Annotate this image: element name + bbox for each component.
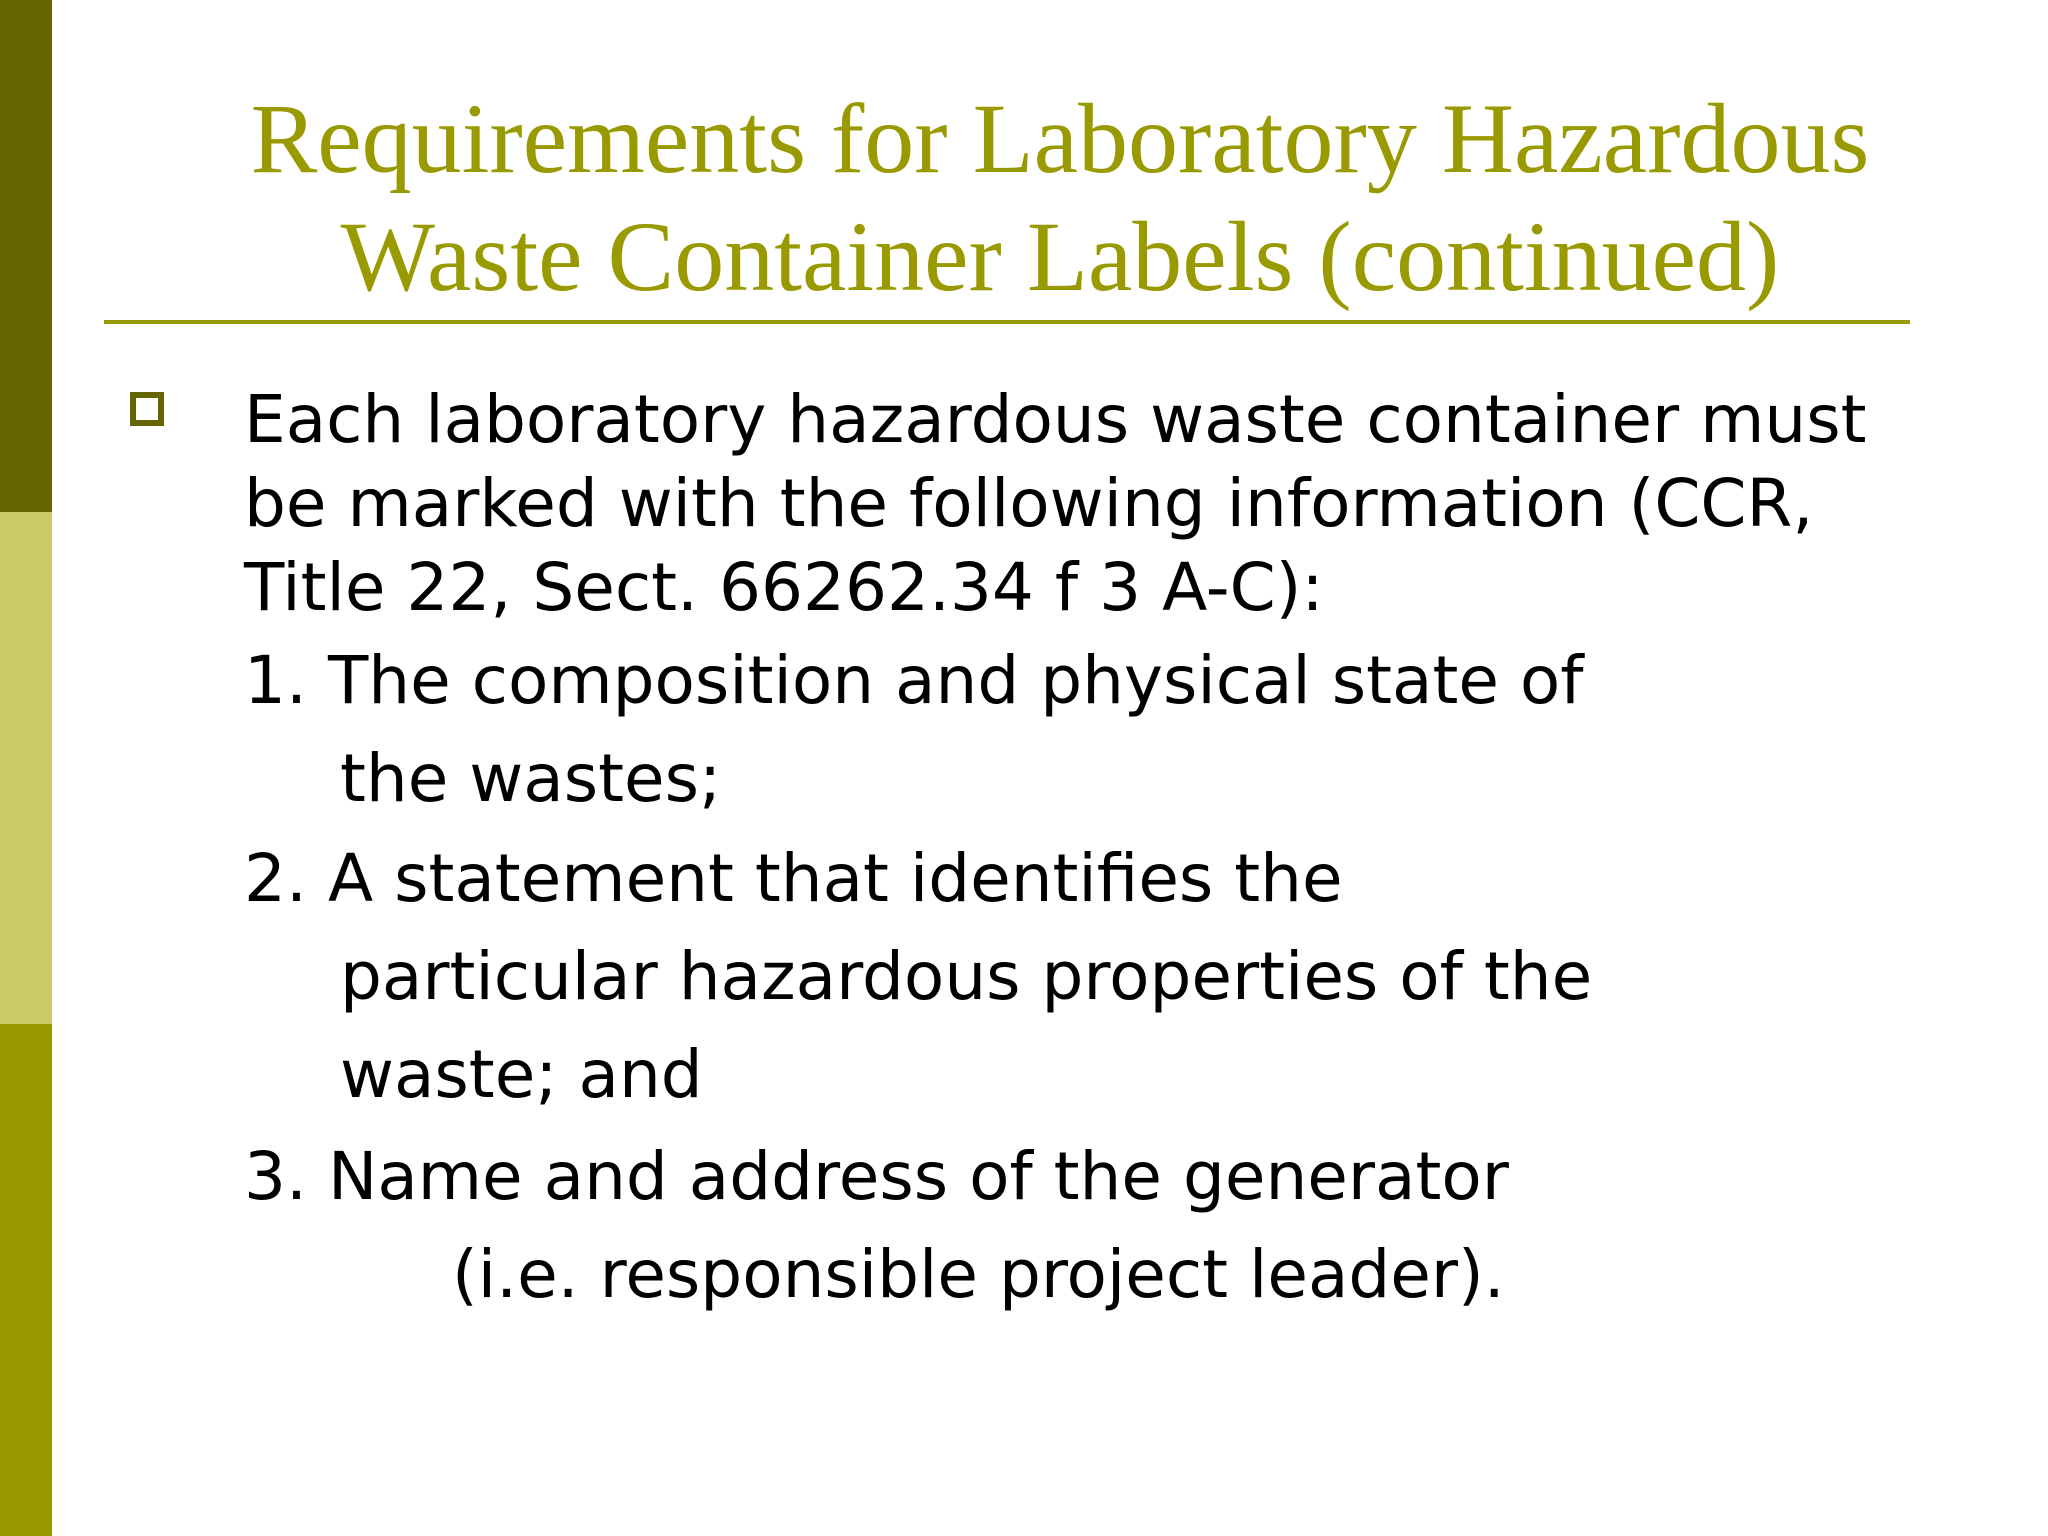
bullet-paragraph xyxy=(244,378,1964,630)
list-item-1-line-1: 1. The composition and physical state of xyxy=(244,642,1584,719)
slide-title xyxy=(110,80,2010,316)
bullet-line-1: Each laboratory hazardous waste container must xyxy=(244,381,1867,458)
bullet-line-2: be marked with the following information (CCR, xyxy=(244,465,1814,542)
list-item-1 xyxy=(244,632,1584,828)
title-divider xyxy=(104,320,1910,324)
list-item-3-line-2: (i.e. responsible project leader). xyxy=(452,1236,1505,1313)
bullet-line-3: Title 22, Sect. 66262.34 f 3 A-C): xyxy=(244,549,1324,626)
list-item-2-line-2: particular hazardous properties of the xyxy=(340,938,1593,1015)
slide-title-line-1: Requirements for Laboratory Hazardous xyxy=(250,83,1870,194)
side-bar-bottom xyxy=(0,1024,52,1536)
hollow-square-bullet-icon xyxy=(130,392,164,426)
list-item-1-line-2: the wastes; xyxy=(340,740,722,817)
slide-title-line-2: Waste Container Labels (continued) xyxy=(340,201,1780,312)
list-item-3-line-1: 3. Name and address of the generator xyxy=(244,1138,1509,1215)
side-bar-top xyxy=(0,0,52,512)
list-item-2-line-1: 2. A statement that identifies the xyxy=(244,840,1343,917)
list-item-2-line-3: waste; and xyxy=(340,1036,703,1113)
side-bar-middle xyxy=(0,512,52,1024)
list-item-3 xyxy=(244,1128,1509,1324)
list-item-2 xyxy=(244,830,1592,1124)
